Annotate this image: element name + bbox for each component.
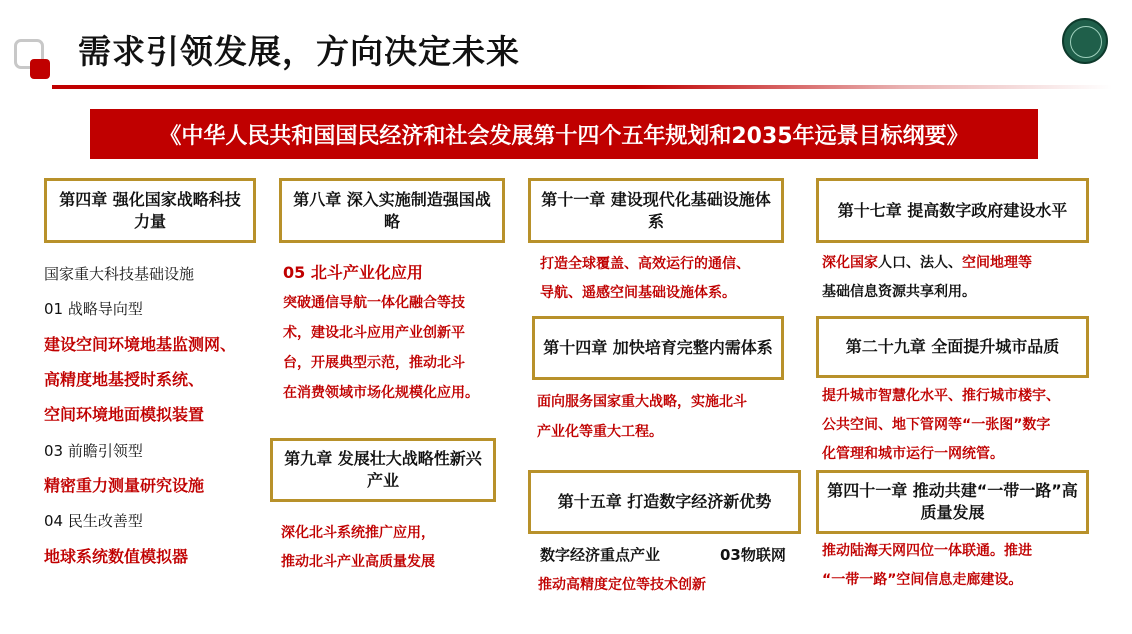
chapter-box-29: 第二十九章 全面提升城市品质 xyxy=(816,316,1089,378)
col1-line: 03 前瞻引领型 xyxy=(44,442,143,460)
col3-line: 产业化等重大工程。 xyxy=(537,424,663,440)
chapter-box-14: 第十四章 加快培育完整内需体系 xyxy=(532,316,784,380)
col3-line: 导航、遥感空间基础设施体系。 xyxy=(540,285,736,301)
slide-title: 需求引领发展，方向决定未来 xyxy=(78,32,520,71)
col1-line: 精密重力测量研究设施 xyxy=(44,476,205,495)
col4-line: 提升城市智慧化水平、推行城市楼宇、 xyxy=(822,388,1060,404)
col2-line: 推动北斗产业高质量发展 xyxy=(281,554,435,570)
col4-line: 推动陆海天网四位一体联通。推进 xyxy=(822,543,1032,559)
col2-heading: 05 北斗产业化应用 xyxy=(283,263,423,282)
chapter-box-15: 第十五章 打造数字经济新优势 xyxy=(528,470,801,534)
col4-line: “一带一路”空间信息走廊建设。 xyxy=(822,572,1023,588)
plan-banner: 《中华人民共和国国民经济和社会发展第十四个五年规划和2035年远景目标纲要》 xyxy=(90,109,1038,159)
col4-line xyxy=(822,252,1032,274)
chapter-box-11: 第十一章 建设现代化基础设施体系 xyxy=(528,178,784,243)
col4-text-red: 空间地理等 xyxy=(962,255,1032,271)
col1-line: 国家重大科技基础设施 xyxy=(44,265,195,283)
col3-line: 面向服务国家重大战略，实施北斗 xyxy=(537,394,747,410)
chapter-box-8: 第八章 深入实施制造强国战略 xyxy=(279,178,505,243)
corner-deco-fill xyxy=(30,59,50,79)
col3-line: 数字经济重点产业 xyxy=(540,546,661,564)
col3-line: 打造全球覆盖、高效运行的通信、 xyxy=(540,256,750,272)
chapter-box-41: 第四十一章 推动共建“一带一路”高质量发展 xyxy=(816,470,1089,534)
col2-line: 术，建设北斗应用产业创新平 xyxy=(283,325,465,341)
title-underline xyxy=(52,85,1112,89)
chapter-box-9: 第九章 发展壮大战略性新兴产业 xyxy=(270,438,496,502)
col4-line: 化管理和城市运行一网统管。 xyxy=(822,446,1004,462)
university-logo-icon xyxy=(1062,18,1108,64)
col1-line: 04 民生改善型 xyxy=(44,512,143,530)
col2-line: 突破通信导航一体化融合等技 xyxy=(283,295,465,311)
col1-line: 建设空间环境地基监测网、 xyxy=(44,335,237,354)
col3-line: 03物联网 xyxy=(720,546,786,564)
col1-line: 高精度地基授时系统、 xyxy=(44,370,205,389)
chapter-box-4: 第四章 强化国家战略科技力量 xyxy=(44,178,256,243)
col4-line: 公共空间、地下管网等“一张图”数字 xyxy=(822,417,1051,433)
col1-line: 空间环境地面模拟装置 xyxy=(44,405,205,424)
col4-line: 基础信息资源共享利用。 xyxy=(822,284,976,300)
chapter-box-17: 第十七章 提高数字政府建设水平 xyxy=(816,178,1089,243)
col2-line: 台，开展典型示范，推动北斗 xyxy=(283,355,465,371)
col1-line: 01 战略导向型 xyxy=(44,300,143,318)
col2-line: 在消费领域市场化规模化应用。 xyxy=(283,385,479,401)
col4-text-red: 深化国家 xyxy=(822,255,878,271)
col2-line: 深化北斗系统推广应用， xyxy=(281,525,435,541)
col1-line: 地球系统数值模拟器 xyxy=(44,547,189,566)
col4-text-black: 人口、法人、 xyxy=(878,255,962,271)
col3-line: 推动高精度定位等技术创新 xyxy=(538,577,706,593)
